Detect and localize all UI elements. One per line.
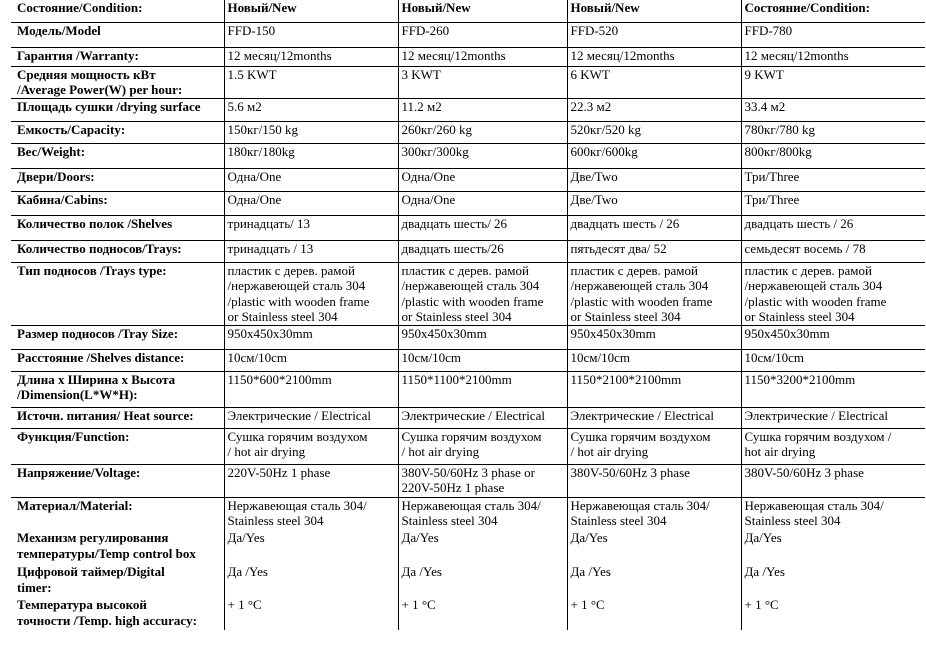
table-row [11,240,925,262]
cell-model-3: 520кг/520 kg [567,121,741,143]
cell-model-1: Сушка горячим воздухом / hot air drying [224,428,398,464]
row-label: Количество полок /Shelves [11,215,224,240]
row-label: Функция/Function: [11,428,224,464]
cell-model-1: 950x450x30mm [224,325,398,349]
cell-model-3: пятьдесят два/ 52 [567,240,741,262]
cell-model-4: 380V-50/60Hz 3 phase [741,464,925,497]
cell-model-2: двадцать шесть/26 [398,240,567,262]
cell-model-2: Нержавеющая сталь 304/ Stainless steel 304 [398,497,567,530]
cell-model-3: FFD-520 [567,22,741,47]
cell-model-3: 380V-50/60Hz 3 phase [567,464,741,497]
cell-model-1: + 1 °C [224,597,398,630]
cell-model-3: Две/Two [567,168,741,191]
cell-model-4: FFD-780 [741,22,925,47]
cell-model-3: 12 месяц/12months [567,47,741,66]
cell-model-3: Новый/New [567,0,741,22]
table-row [11,349,925,371]
cell-model-2: 1150*1100*2100mm [398,371,567,407]
row-label: Гарантия /Warranty: [11,47,224,66]
cell-model-4: + 1 °C [741,597,925,630]
row-label: Модель/Model [11,22,224,47]
cell-model-1: 220V-50Hz 1 phase [224,464,398,497]
row-label: Вес/Weight: [11,143,224,168]
cell-model-1: тринадцать / 13 [224,240,398,262]
cell-model-1: 1.5 KWT [224,66,398,98]
table-row [11,597,925,630]
cell-model-1: 5.6 м2 [224,98,398,121]
cell-model-1: тринадцать/ 13 [224,215,398,240]
cell-model-4: Электрические / Electrical [741,407,925,428]
table-row [11,428,925,464]
cell-model-4: 10cм/10cm [741,349,925,371]
cell-model-2: Да /Yes [398,564,567,597]
cell-model-1: 12 месяц/12months [224,47,398,66]
cell-model-2: 3 KWT [398,66,567,98]
cell-model-2: + 1 °C [398,597,567,630]
cell-model-1: Да/Yes [224,530,398,564]
cell-model-4: 9 KWT [741,66,925,98]
cell-model-4: Три/Three [741,168,925,191]
table-row [11,464,925,497]
cell-model-1: пластик с дерев. рамой /нержавеющей сталь 304 /plastic with wooden frame or Stainless steel 304 [224,262,398,325]
cell-model-4: 780кг/780 kg [741,121,925,143]
cell-model-3: Электрические / Electrical [567,407,741,428]
cell-model-3: Две/Two [567,191,741,215]
table-row [11,66,925,98]
row-label: Материал/Material: [11,497,224,530]
row-label: Длина x Ширина x Высота /Dimension(L*W*H): [11,371,224,407]
cell-model-1: 10cм/10cm [224,349,398,371]
spec-table [11,0,925,630]
cell-model-3: + 1 °C [567,597,741,630]
cell-model-2: 11.2 м2 [398,98,567,121]
cell-model-3: 600кг/600kg [567,143,741,168]
table-row [11,22,925,47]
cell-model-4: Да/Yes [741,530,925,564]
cell-model-1: FFD-150 [224,22,398,47]
cell-model-4: 33.4 м2 [741,98,925,121]
cell-model-3: 22.3 м2 [567,98,741,121]
row-label: Температура высокой точности /Temp. high accuracy: [11,597,224,630]
cell-model-4: Нержавеющая сталь 304/ Stainless steel 304 [741,497,925,530]
row-label: Двери/Doors: [11,168,224,191]
row-label: Тип подносов /Trays type: [11,262,224,325]
cell-model-3: Да/Yes [567,530,741,564]
cell-model-4: 950x450x30mm [741,325,925,349]
table-row [11,262,925,325]
cell-model-4: 800кг/800kg [741,143,925,168]
cell-model-4: 12 месяц/12months [741,47,925,66]
table-row [11,168,925,191]
cell-model-3: Нержавеющая сталь 304/ Stainless steel 304 [567,497,741,530]
row-label: Механизм регулирования температуры/Temp control box [11,530,224,564]
cell-model-2: 10cм/10cm [398,349,567,371]
cell-model-3: 10cм/10cm [567,349,741,371]
cell-model-2: Новый/New [398,0,567,22]
cell-model-4: пластик с дерев. рамой /нержавеющей сталь 304 /plastic with wooden frame or Stainless steel 304 [741,262,925,325]
row-label: Площадь сушки /drying surface [11,98,224,121]
row-label: Размер подносов /Tray Size: [11,325,224,349]
row-label: Источн. питания/ Heat source: [11,407,224,428]
row-label: Емкость/Capacity: [11,121,224,143]
cell-model-2: 950x450x30mm [398,325,567,349]
table-row [11,215,925,240]
row-label: Цифровой таймер/Digital timer: [11,564,224,597]
cell-model-2: Сушка горячим воздухом / hot air drying [398,428,567,464]
table-row [11,407,925,428]
cell-model-3: 6 KWT [567,66,741,98]
cell-model-1: Электрические / Electrical [224,407,398,428]
cell-model-1: 180кг/180kg [224,143,398,168]
cell-model-2: FFD-260 [398,22,567,47]
table-row [11,325,925,349]
cell-model-4: Три/Three [741,191,925,215]
table-row [11,98,925,121]
cell-model-3: 1150*2100*2100mm [567,371,741,407]
row-label: Расстояние /Shelves distance: [11,349,224,371]
cell-model-2: 12 месяц/12months [398,47,567,66]
cell-model-2: Электрические / Electrical [398,407,567,428]
cell-model-2: Да/Yes [398,530,567,564]
cell-model-3: пластик с дерев. рамой /нержавеющей сталь 304 /plastic with wooden frame or Stainless steel 304 [567,262,741,325]
row-label: Количество подносов/Trays: [11,240,224,262]
cell-model-1: Одна/One [224,168,398,191]
cell-model-1: Одна/One [224,191,398,215]
cell-model-1: 1150*600*2100mm [224,371,398,407]
cell-model-4: 1150*3200*2100mm [741,371,925,407]
table-row [11,121,925,143]
cell-model-2: двадцать шесть/ 26 [398,215,567,240]
table-row [11,0,925,22]
table-row [11,530,925,564]
cell-model-4: двадцать шесть / 26 [741,215,925,240]
table-row [11,564,925,597]
cell-model-1: Нержавеющая сталь 304/ Stainless steel 304 [224,497,398,530]
cell-model-3: Сушка горячим воздухом / hot air drying [567,428,741,464]
table-row [11,143,925,168]
cell-model-2: 380V-50/60Hz 3 phase or 220V-50Hz 1 phase [398,464,567,497]
table-row [11,47,925,66]
cell-model-1: 150кг/150 kg [224,121,398,143]
row-label: Состояние/Condition: [11,0,224,22]
cell-model-2: Одна/One [398,191,567,215]
cell-model-4: Да /Yes [741,564,925,597]
cell-model-1: Новый/New [224,0,398,22]
row-label: Напряжение/Voltage: [11,464,224,497]
cell-model-4: Сушка горячим воздухом / hot air drying [741,428,925,464]
table-row [11,371,925,407]
cell-model-2: пластик с дерев. рамой /нержавеющей сталь 304 /plastic with wooden frame or Stainless steel 304 [398,262,567,325]
cell-model-1: Да /Yes [224,564,398,597]
row-label: Средняя мощность кВт /Average Power(W) per hour: [11,66,224,98]
cell-model-4: Состояние/Condition: [741,0,925,22]
cell-model-3: Да /Yes [567,564,741,597]
table-row [11,191,925,215]
cell-model-2: 260кг/260 kg [398,121,567,143]
cell-model-4: семьдесят восемь / 78 [741,240,925,262]
cell-model-3: 950x450x30mm [567,325,741,349]
cell-model-2: Одна/One [398,168,567,191]
row-label: Кабина/Cabins: [11,191,224,215]
table-row [11,497,925,530]
cell-model-2: 300кг/300kg [398,143,567,168]
cell-model-3: двадцать шесть / 26 [567,215,741,240]
